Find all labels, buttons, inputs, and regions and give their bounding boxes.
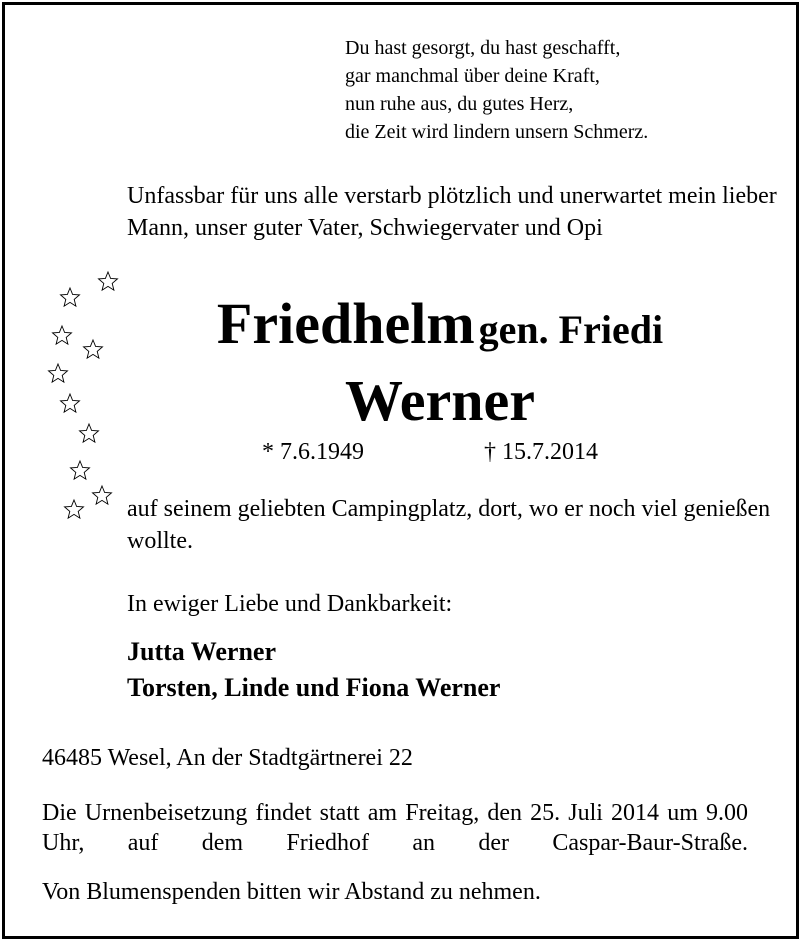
star-icon: [49, 364, 68, 382]
funeral-info: Die Urnenbeisetzung findet statt am Freitag, den 25. Juli 2014 um 9.00 Uhr, auf dem Friedhof an der Caspar-Baur-Straße.: [42, 800, 748, 856]
family-names: [127, 634, 500, 706]
nickname: gen. Friedi: [478, 307, 664, 352]
place-text: auf seinem geliebten Campingplatz, dort, wo er noch viel genießen wollte.: [127, 496, 771, 554]
stars-decoration: [40, 268, 130, 528]
poem-line-3: nun ruhe aus, du gutes Herz,: [345, 93, 574, 115]
love-text: In ewiger Liebe und Dankbarkeit:: [127, 591, 453, 617]
poem-line-4: die Zeit wird lindern unsern Schmerz.: [345, 121, 649, 143]
intro-text: Unfassbar für uns alle verstarb plötzlich und unerwartet mein lieber Mann, unser guter Vater, Schwiegervater und Opi: [127, 183, 777, 241]
family-name-1: Jutta Werner: [127, 637, 276, 666]
star-icon: [61, 288, 80, 306]
star-icon: [65, 500, 84, 518]
name-line: [120, 293, 760, 370]
star-icon: [53, 326, 72, 344]
memorial-poem: [345, 34, 648, 146]
star-icon: [99, 272, 118, 290]
family-name-2: Torsten, Linde und Fiona Werner: [127, 673, 501, 702]
first-name: Friedhelm: [216, 291, 475, 356]
poem-line-1: Du hast gesorgt, du hast geschafft,: [345, 37, 621, 59]
address: 46485 Wesel, An der Stadtgärtnerei 22: [42, 745, 413, 771]
star-icon: [84, 340, 103, 358]
flowers-note: Von Blumenspenden bitten wir Abstand zu nehmen.: [42, 879, 541, 905]
deceased-name: [120, 293, 760, 432]
star-icon: [93, 486, 112, 504]
star-icon: [80, 424, 99, 442]
star-icon: [61, 394, 80, 412]
birth-date: * 7.6.1949: [262, 439, 364, 465]
death-date: † 15.7.2014: [484, 439, 598, 465]
star-icon: [71, 461, 90, 479]
last-name: Werner: [344, 368, 536, 433]
poem-line-2: gar manchmal über deine Kraft,: [345, 65, 600, 87]
